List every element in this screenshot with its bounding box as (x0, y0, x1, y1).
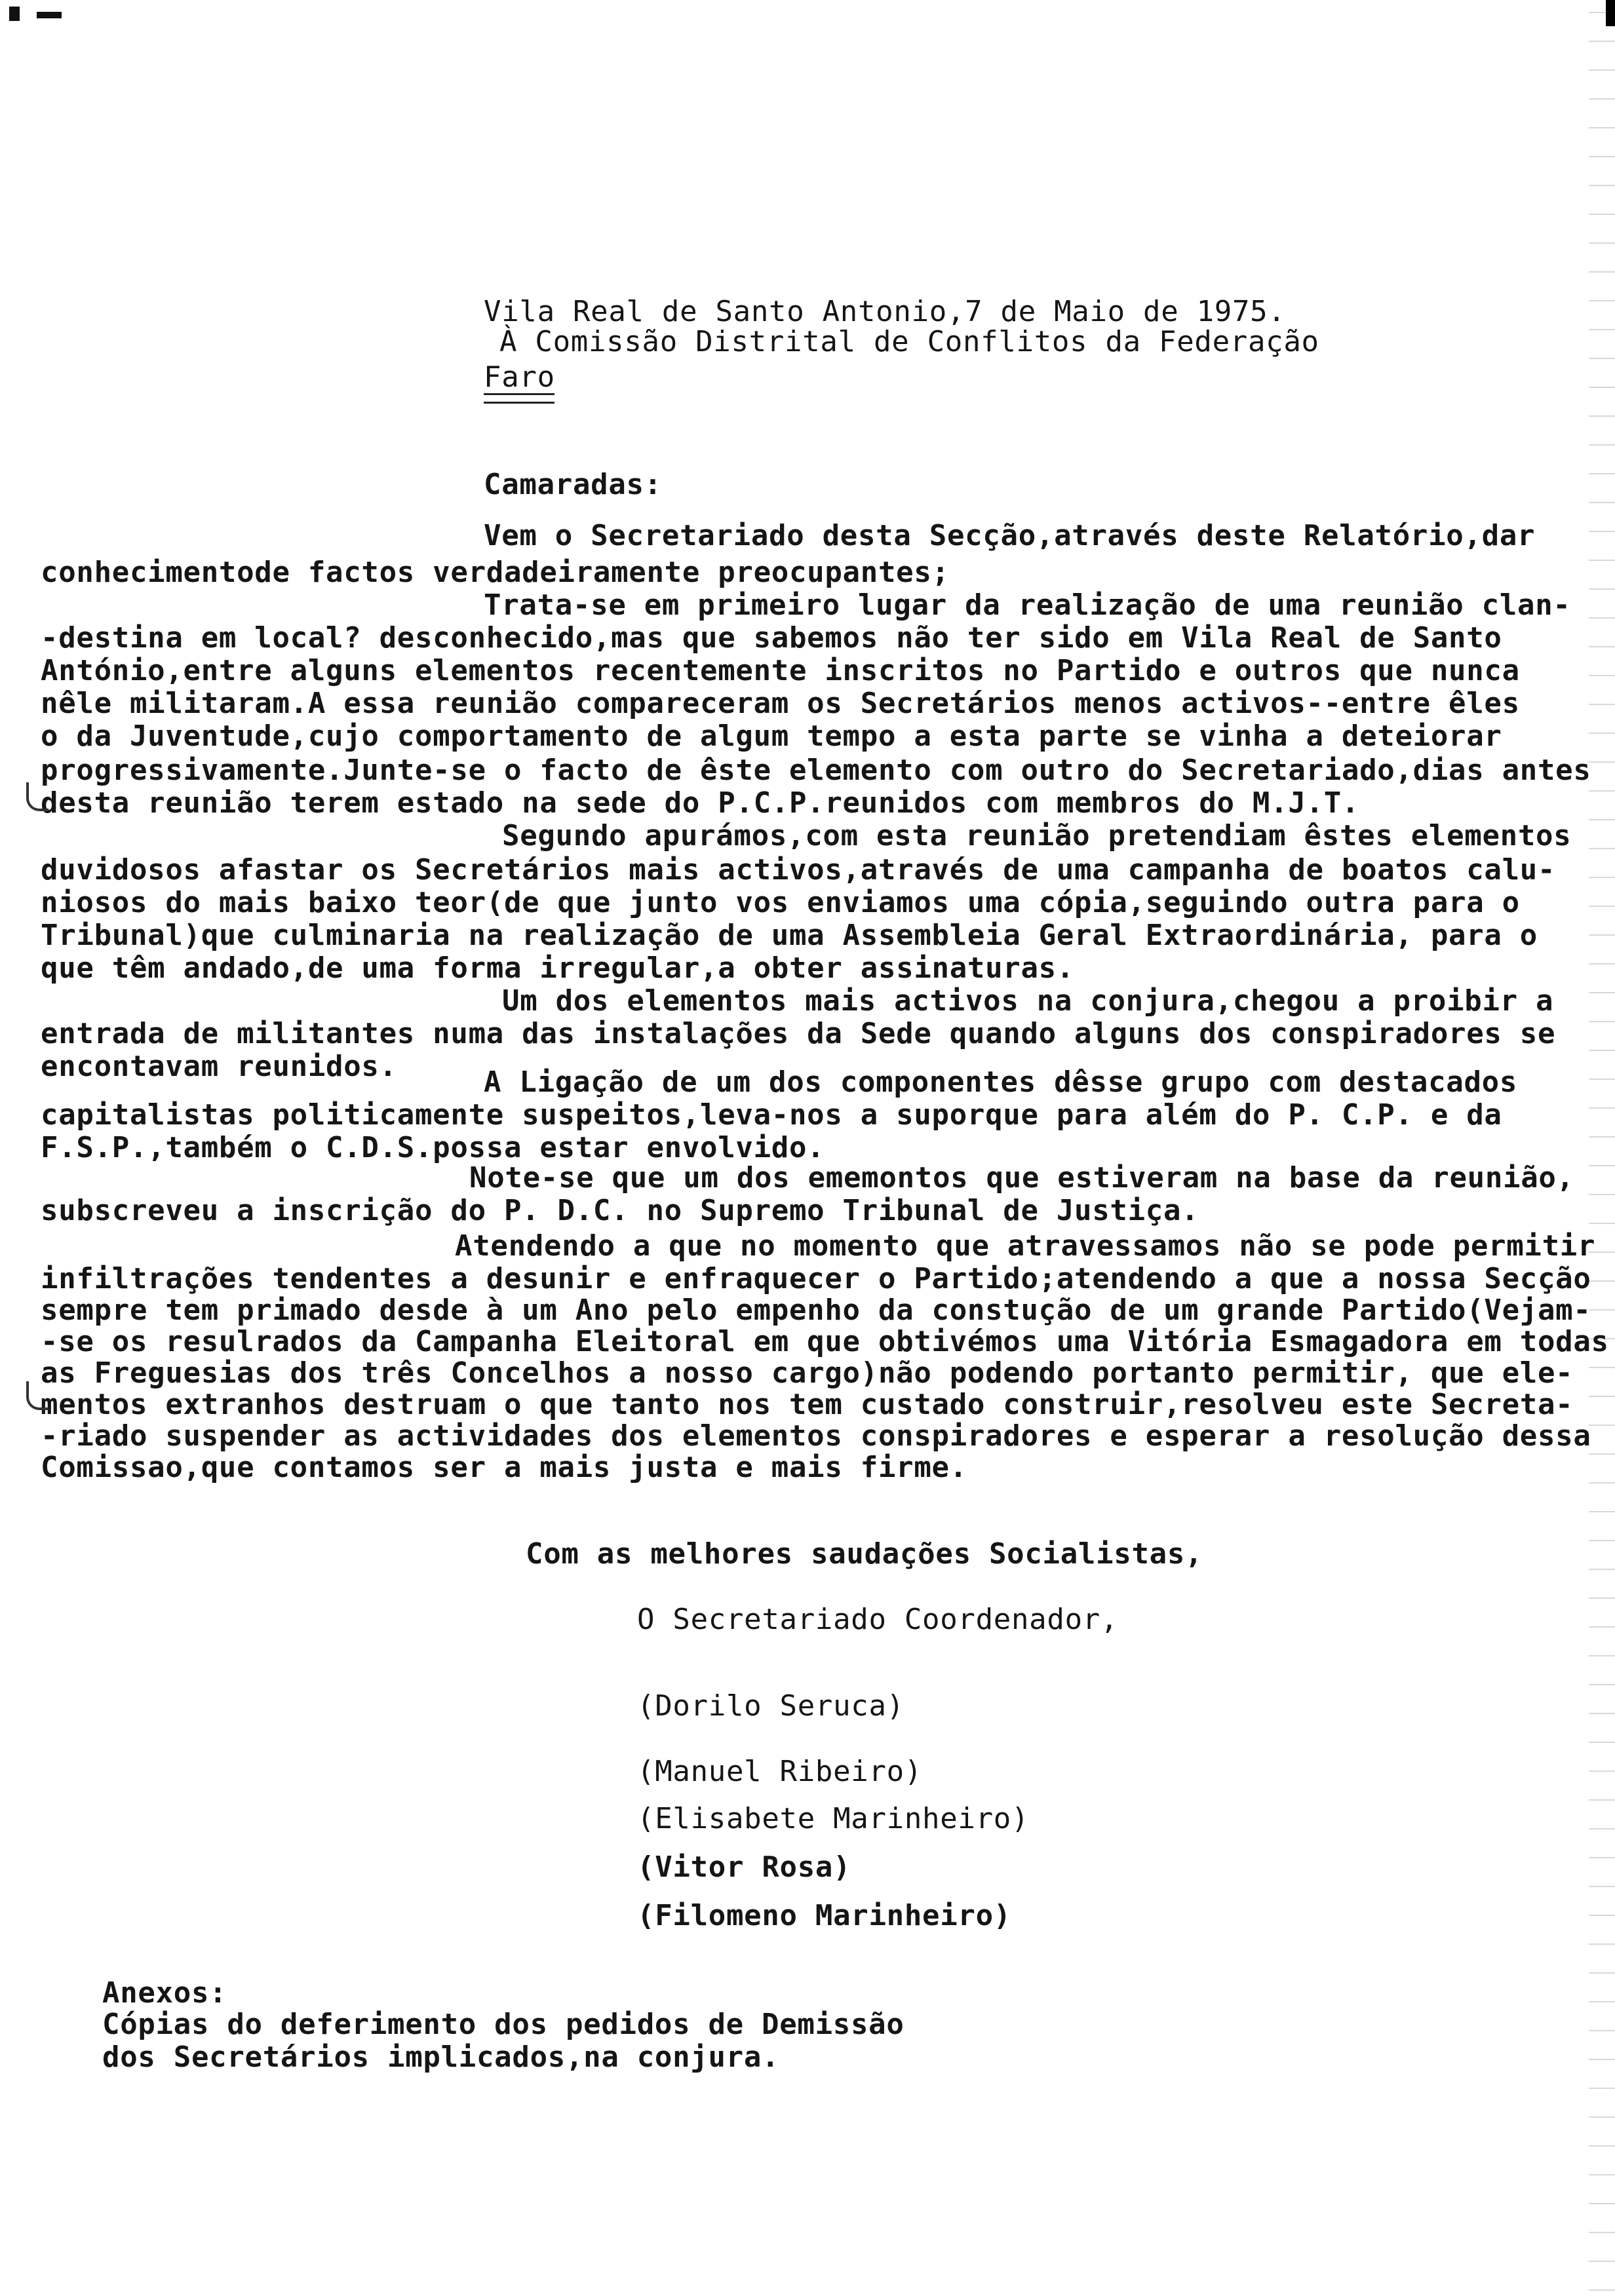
body-line: o da Juventude,cujo comportamento de algum tempo a esta parte se vinha a deteiorar (41, 719, 1502, 753)
body-line: Comissao,que contamos ser a mais justa e mais firme. (41, 1451, 967, 1484)
scan-mark-top-left-2 (37, 12, 62, 18)
margin-bracket (26, 782, 49, 811)
body-line: Um dos elementos mais activos na conjura,chegou a proibir a (502, 984, 1554, 1018)
recipient-line: À Comissão Distrital de Conflitos da Federação (499, 325, 1319, 358)
body-line: subscreveu a inscrição do P. D.C. no Supremo Tribunal de Justiça. (41, 1194, 1199, 1227)
body-line: Note-se que um dos ememontos que estiveram na base da reunião, (469, 1161, 1574, 1195)
body-line: -riado suspender as actividades dos elementos conspiradores e esperar a resolução dessa (41, 1419, 1591, 1453)
body-line: niosos do mais baixo teor(de que junto vos enviamos uma cópia,seguindo outra para o (41, 886, 1520, 919)
body-line: nêle militaram.A essa reunião compareceram os Secretários menos activos--entre êles (41, 687, 1520, 720)
annex-line: Cópias do deferimento dos pedidos de Demissão (102, 2008, 905, 2041)
signatory-title: O Secretariado Coordenador, (637, 1603, 1119, 1636)
body-line: infiltrações tendentes a desunir e enfraquecer o Partido;atendendo a que a nossa Secção (41, 1262, 1591, 1295)
body-line: conhecimentode factos verdadeiramente preocupantes; (41, 556, 950, 589)
body-line: progressivamente.Junte-se o facto de êste elemento com outro do Secretariado,dias antes (41, 754, 1591, 787)
body-line: mentos extranhos destruam o que tanto nos tem custado construir,resolveu este Secreta- (41, 1388, 1574, 1421)
body-line: Segundo apurámos,com esta reunião pretendiam êstes elementos (502, 819, 1572, 852)
signatory-name: (Filomeno Marinheiro) (637, 1899, 1011, 1932)
city-double-underline (484, 393, 555, 404)
body-line: Atendendo a que no momento que atravessamos não se pode permitir (455, 1229, 1596, 1263)
annex-line: dos Secretários implicados,na conjura. (102, 2040, 780, 2074)
signatory-name: (Elisabete Marinheiro) (637, 1802, 1030, 1835)
body-line: encontavam reunidos. (41, 1050, 397, 1083)
body-line: Vem o Secretariado desta Secção,através deste Relatório,dar (484, 519, 1536, 552)
salutation: Camaradas: (484, 468, 662, 501)
signatory-name: (Vitor Rosa) (637, 1850, 851, 1884)
body-line: sempre tem primado desde à um Ano pelo empenho da constução de um grande Partido(Vejam- (41, 1293, 1591, 1327)
scan-mark-top-left (9, 7, 20, 21)
body-line: capitalistas politicamente suspeitos,leva-nos a suporque para além do P. C.P. e da (41, 1098, 1502, 1132)
annex-heading: Anexos: (102, 1976, 227, 2010)
body-line: F.S.P.,também o C.D.S.possa estar envolvido. (41, 1131, 825, 1164)
place-date: Vila Real de Santo Antonio,7 de Maio de 1975. (484, 295, 1286, 328)
scanned-edge-mark (1606, 0, 1615, 26)
margin-bracket (26, 1381, 49, 1410)
body-line: Tribunal)que culminaria na realização de uma Assembleia Geral Extraordinária, para o (41, 919, 1538, 952)
body-line: -se os resulrados da Campanha Eleitoral em que obtivémos uma Vitória Esmagadora em todas (41, 1325, 1609, 1358)
signatory-name: (Dorilo Seruca) (637, 1689, 905, 1723)
body-line: que têm andado,de uma forma irregular,a obter assinaturas. (41, 951, 1075, 985)
body-line: António,entre alguns elementos recentemente inscritos no Partido e outros que nunca (41, 654, 1520, 687)
signatory-name: (Manuel Ribeiro) (637, 1755, 923, 1788)
body-line: A Ligação de um dos componentes dêsse grupo com destacados (484, 1065, 1518, 1099)
body-line: entrada de militantes numa das instalações da Sede quando alguns dos conspiradores se (41, 1017, 1556, 1050)
body-line: -destina em local? desconhecido,mas que sabemos não ter sido em Vila Real de Santo (41, 621, 1502, 655)
body-line: Trata-se em primeiro lugar da realização de uma reunião clan- (484, 588, 1571, 622)
body-line: duvidosos afastar os Secretários mais activos,através de uma campanha de boatos calu- (41, 853, 1556, 887)
recipient-city: Faro (484, 360, 555, 394)
closing-greeting: Com as melhores saudações Socialistas, (526, 1537, 1203, 1571)
body-line: desta reunião terem estado na sede do P.C.P.reunidos com membros do M.J.T. (41, 786, 1360, 820)
body-line: as Freguesias dos três Concelhos a nosso cargo)não podendo portanto permitir, que ele- (41, 1356, 1574, 1390)
scanned-page-edge (1589, 0, 1615, 2296)
